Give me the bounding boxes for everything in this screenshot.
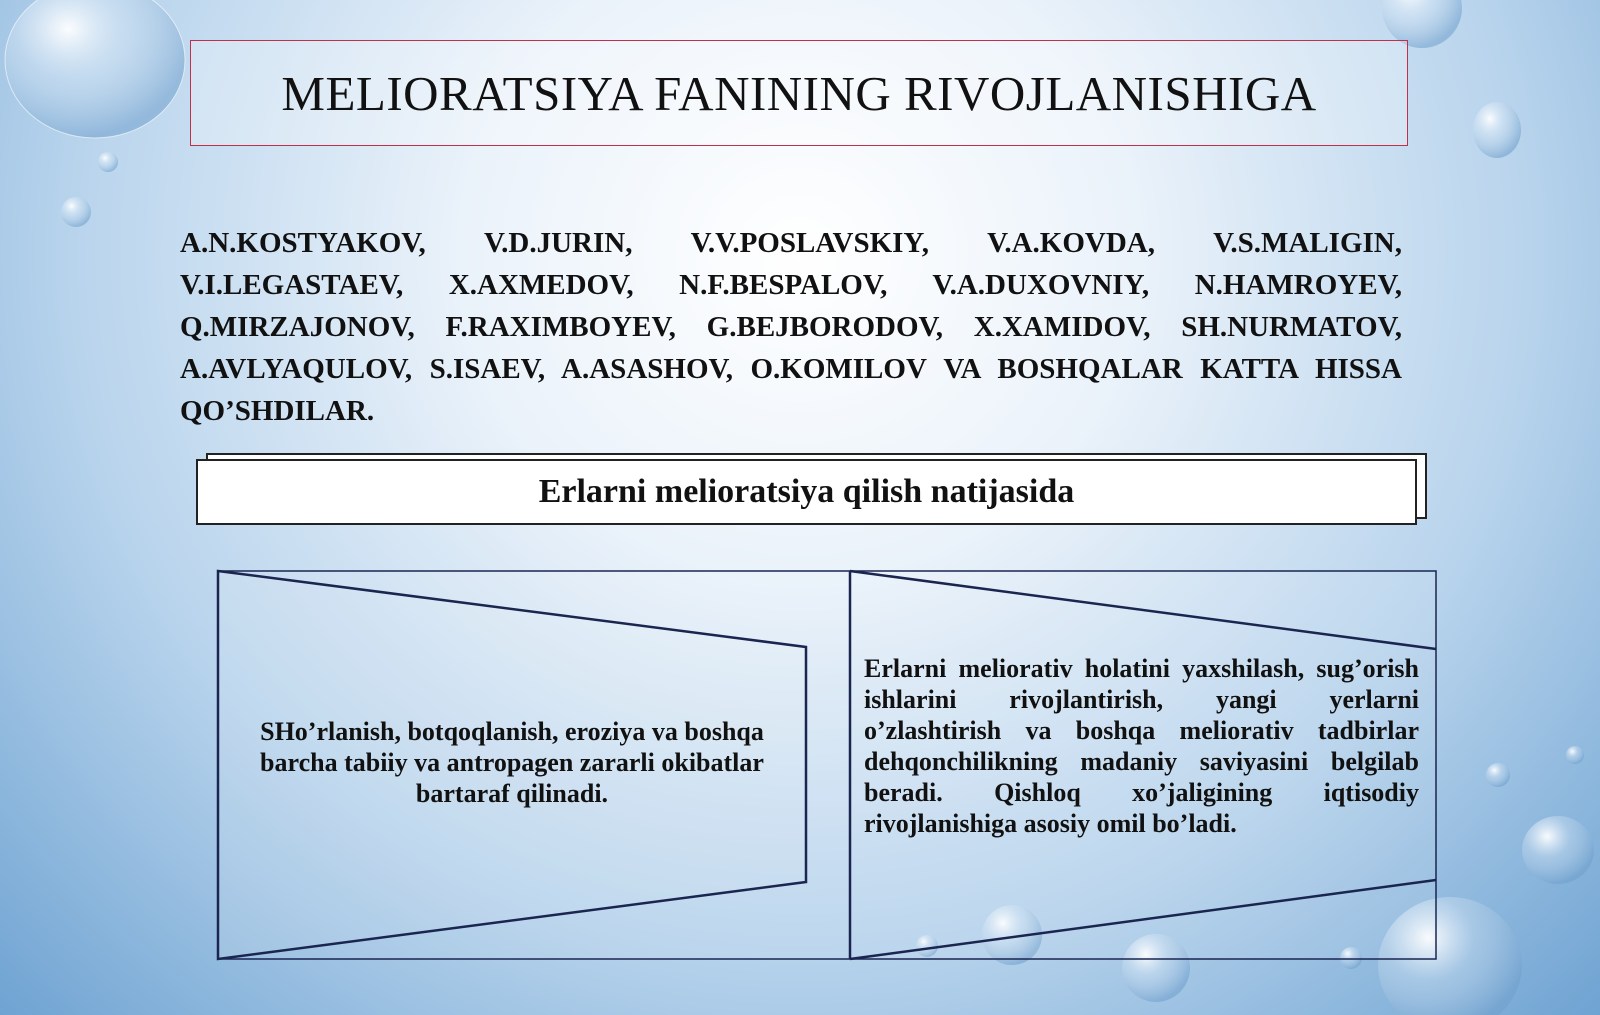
left-box-text: SHo’rlanish, botqoqlanish, eroziya va boshqa barcha tabiiy va antropagen zararli okibatlar bartaraf qilinadi.: [260, 717, 764, 808]
authors-paragraph: A.N.KOSTYAKOV, V.D.JURIN, V.V.POSLAVSKIY, V.A.KOVDA, V.S.MALIGIN, V.I.LEGASTAEV, X.AXMEDOV, N.F.BESPALOV, V.A.DUXOVNIY, N.HAMROYEV, Q.MIRZAJONOV, F.RAXIMBOYEV, G.BEJBORODOV, X.XAMIDOV, SH.NURMATOV, A.AVLYAQULOV, S.ISAEV, A.ASASHOV, O.KOMILOV VA BOSHQALAR KATTA HISSA QO’SHDILAR.: [180, 227, 1402, 427]
slide-title: MELIORATSIYA FANINING RIVOJLANISHIGA: [281, 65, 1317, 121]
banner-text: Erlarni melioratsiya qilish natijasida: [538, 473, 1075, 510]
right-box-text: Erlarni meliorativ holatini yaxshilash, sug’orish ishlarini rivojlantirish, yangi yerlarni o’zlashtirish va boshqa meliorativ tadbirlar dehqonchilikning madaniy saviyasini belgilab beradi. Qishloq xo’jaligining iqtisodiy rivojlanishiga asosiy omil bo’ladi.: [864, 654, 1419, 838]
